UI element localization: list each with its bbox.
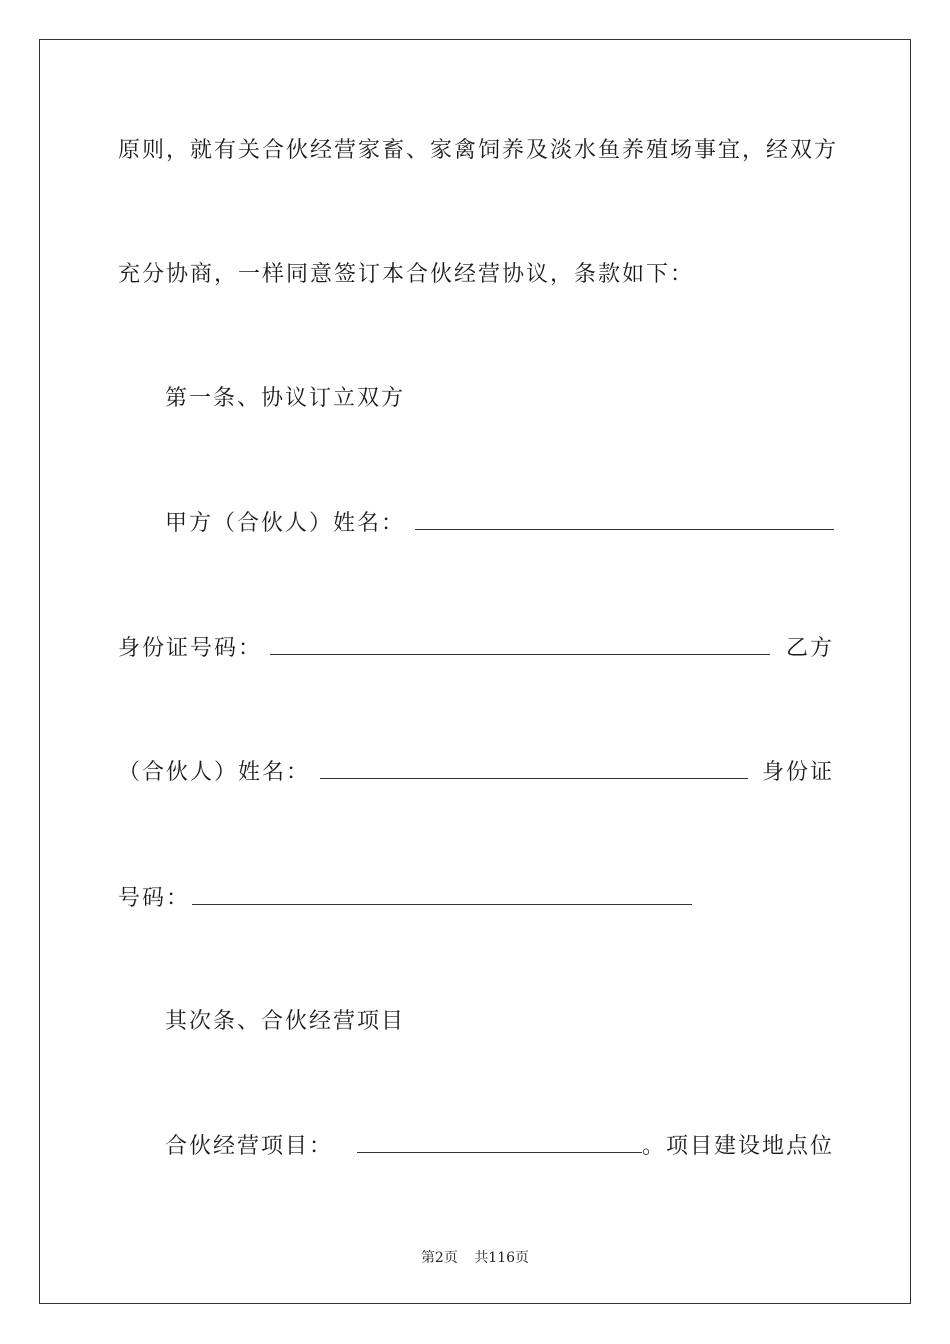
project-name-blank[interactable] — [357, 1132, 642, 1153]
party-b-id-row — [118, 884, 834, 914]
party-label: 乙方 — [785, 636, 834, 661]
page-border — [39, 39, 911, 1304]
party-a-id-row — [118, 634, 834, 664]
field-label: 合伙经营项目： — [165, 1134, 334, 1159]
page-number-current: 第2页 — [420, 1250, 458, 1266]
article-heading: 第一条、协议订立双方 — [165, 386, 406, 411]
party-a-name-blank[interactable] — [415, 509, 834, 530]
field-label: 身份证号码： — [118, 636, 263, 661]
field-label: 身份证 — [761, 760, 834, 785]
field-label: 甲方（合伙人）姓名： — [165, 511, 406, 536]
party-a-id-blank[interactable] — [270, 634, 770, 655]
field-label: 号码： — [118, 886, 191, 911]
party-a-name-row — [165, 509, 834, 539]
project-row — [165, 1132, 834, 1162]
party-b-id-blank[interactable] — [192, 884, 692, 905]
article-heading: 其次条、合伙经营项目 — [165, 1009, 406, 1034]
page-number-total: 共116页 — [474, 1250, 530, 1266]
paragraph-line: 充分协商，一样同意签订本合伙经营协议，条款如下： — [118, 262, 695, 287]
party-b-name-row — [118, 758, 834, 788]
paragraph-text: 。项目建设地点位 — [641, 1134, 834, 1159]
party-b-name-blank[interactable] — [320, 758, 748, 779]
paragraph-line: 原则，就有关合伙经营家畜、家禽饲养及淡水鱼养殖场事宜，经双方 — [118, 138, 839, 163]
page-footer — [0, 1247, 950, 1267]
field-label: （合伙人）姓名： — [118, 760, 311, 785]
